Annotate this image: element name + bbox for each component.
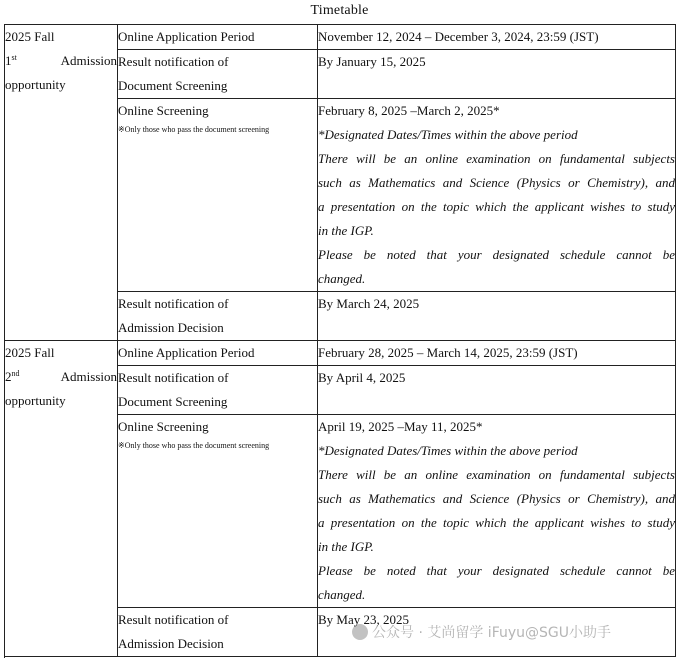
group-opportunity-word: opportunity xyxy=(5,77,66,92)
exam-line: There will be an online examination on fundamental subjects xyxy=(318,467,675,482)
event-label-line: Result notification of xyxy=(118,612,229,627)
screening-note: ※Only those who pass the document screening xyxy=(118,441,270,450)
group-term: 2025 Fall xyxy=(5,29,55,44)
timetable xyxy=(4,24,676,657)
event-label: Online Screening xyxy=(118,103,209,118)
event-label-line: Document Screening xyxy=(118,394,228,409)
exam-line: in the IGP. xyxy=(318,539,374,554)
page-title: Timetable xyxy=(310,3,369,18)
event-value: November 12, 2024 – December 3, 2024, 23:59 (JST) xyxy=(318,25,676,50)
event-label-line: Admission Decision xyxy=(118,320,224,335)
exam-line: There will be an online examination on fundamental subjects xyxy=(318,151,675,166)
watermark-text: 公众号 · 艾尚留学 iFuyu@SGU小助手 xyxy=(372,625,611,641)
event-label: Online Screening xyxy=(118,419,209,434)
exam-line: such as Mathematics and Science (Physics or Chemistry), and xyxy=(318,175,675,190)
group-ordinal: 1 xyxy=(5,53,12,68)
exam-line: a presentation on the topic which the applicant wishes to study xyxy=(318,515,675,530)
event-label: Online Application Period xyxy=(118,25,318,50)
wechat-logo-icon xyxy=(352,624,368,640)
designated-note: *Designated Dates/Times within the above period xyxy=(318,443,578,458)
event-label: Online Application Period xyxy=(118,341,318,366)
group-opportunity-word: opportunity xyxy=(5,393,66,408)
screening-dates: February 8, 2025 –March 2, 2025* xyxy=(318,103,500,118)
group-admission-word: Admission xyxy=(60,369,117,384)
group-admission-word: Admission xyxy=(60,53,117,68)
event-value: By January 15, 2025 xyxy=(318,50,676,99)
group-ordinal-suffix: nd xyxy=(11,369,20,378)
group-ordinal-suffix: st xyxy=(11,53,17,62)
event-label-line: Result notification of xyxy=(118,54,229,69)
watermark xyxy=(352,622,611,642)
table-row xyxy=(5,25,676,50)
event-value: By April 4, 2025 xyxy=(318,366,676,415)
event-value: February 28, 2025 – March 14, 2025, 23:59 (JST) xyxy=(318,341,676,366)
event-label-line: Result notification of xyxy=(118,370,229,385)
event-value: By March 24, 2025 xyxy=(318,292,676,341)
event-label-line: Document Screening xyxy=(118,78,228,93)
event-label-line: Admission Decision xyxy=(118,636,224,651)
admission-group-2 xyxy=(5,341,118,657)
event-label-line: Result notification of xyxy=(118,296,229,311)
notice-line: changed. xyxy=(318,271,366,286)
screening-dates: April 19, 2025 –May 11, 2025* xyxy=(318,419,483,434)
notice-line: changed. xyxy=(318,587,366,602)
designated-note: *Designated Dates/Times within the above period xyxy=(318,127,578,142)
table-row xyxy=(5,341,676,366)
group-ordinal: 2 xyxy=(5,369,12,384)
notice-line: Please be noted that your designated schedule cannot be xyxy=(318,247,675,262)
admission-group-1 xyxy=(5,25,118,341)
screening-note: ※Only those who pass the document screening xyxy=(118,125,270,134)
event-value: By May 23, 2025 xyxy=(318,608,676,657)
exam-line: such as Mathematics and Science (Physics or Chemistry), and xyxy=(318,491,675,506)
exam-line: a presentation on the topic which the applicant wishes to study xyxy=(318,199,675,214)
group-term: 2025 Fall xyxy=(5,345,55,360)
exam-line: in the IGP. xyxy=(318,223,374,238)
notice-line: Please be noted that your designated schedule cannot be xyxy=(318,563,675,578)
